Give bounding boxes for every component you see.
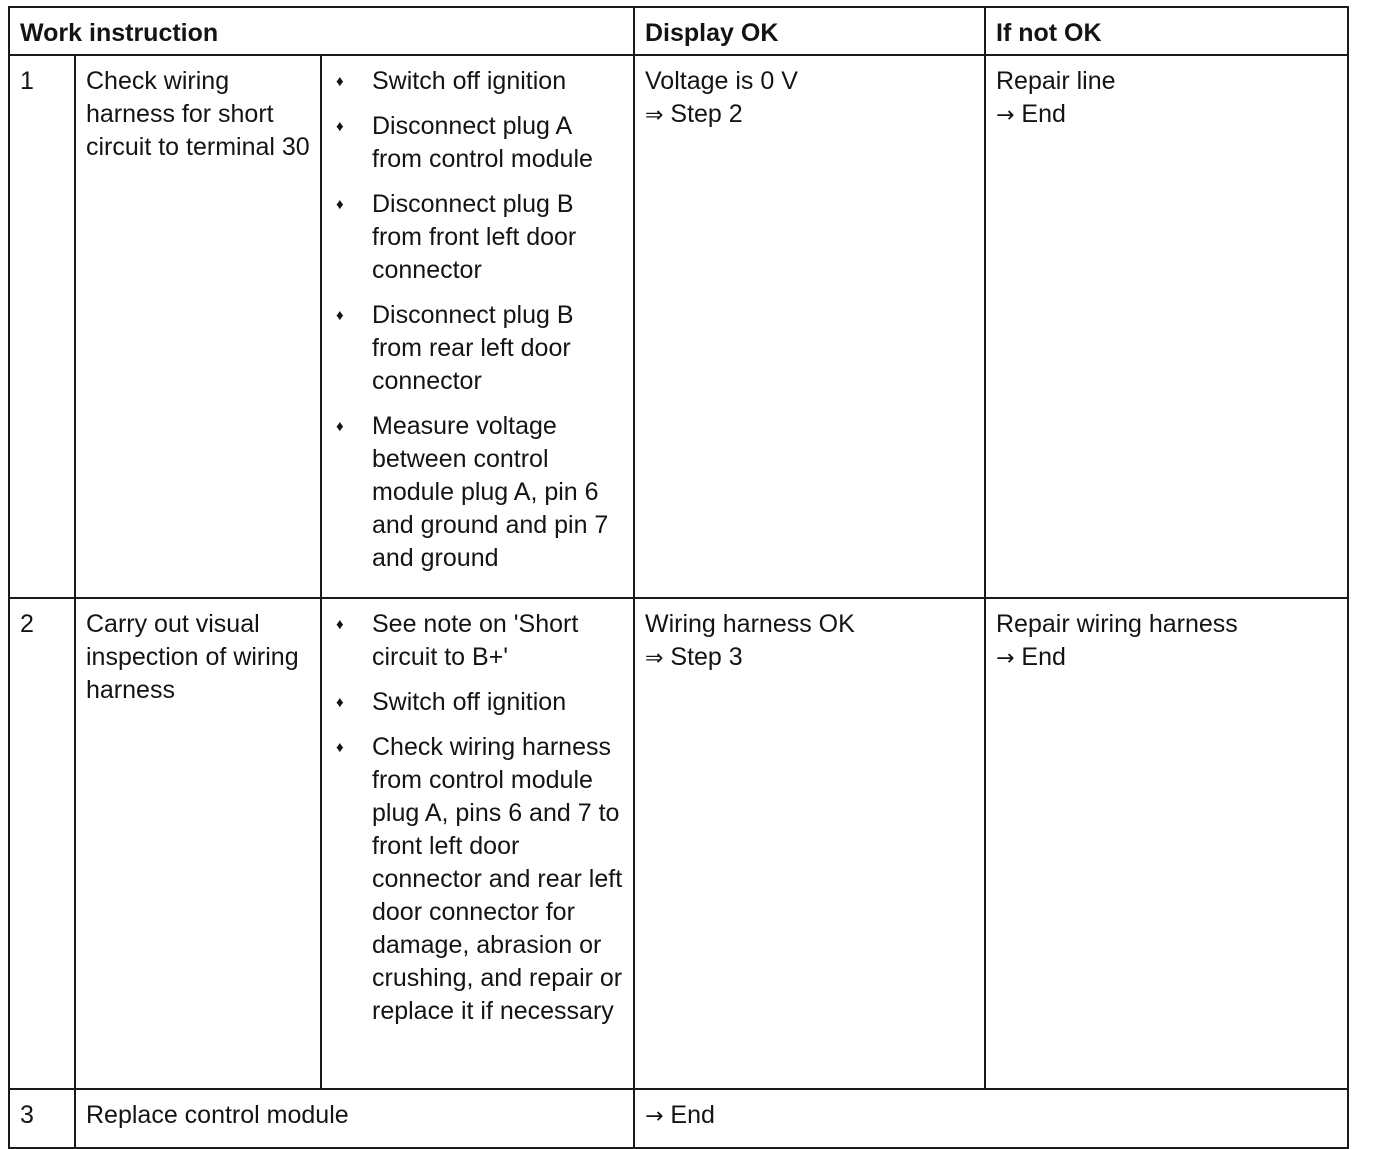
header-display-ok: Display OK: [634, 7, 985, 55]
table-row: [9, 598, 1348, 1089]
diamond-bullet-icon: ♦: [336, 196, 344, 213]
action-item: [332, 731, 627, 1028]
step-actions: [321, 55, 634, 598]
arrow-right-icon: →: [996, 103, 1015, 128]
header-if-not-ok: If not OK: [985, 7, 1348, 55]
result-cell: [634, 1089, 1348, 1148]
ok-next-step: [645, 98, 976, 132]
action-item: [332, 65, 627, 98]
notok-action: Repair line: [996, 67, 1116, 95]
ok-next-label: Step 3: [670, 643, 743, 671]
diamond-bullet-icon: ♦: [336, 307, 344, 324]
step-number: 1: [9, 55, 75, 598]
action-text: Check wiring harness from control module plug A, pins 6 and 7 to front left door connector and rear left door connector for damage, abrasion or crushing, and repair or replace it if necessary: [372, 733, 623, 1025]
table-header-row: [9, 7, 1348, 55]
ok-condition: Wiring harness OK: [645, 610, 855, 638]
action-text: Disconnect plug A from control module: [372, 112, 593, 173]
action-text: Measure voltage between control module plug A, pin 6 and ground and pin 7 and ground: [372, 412, 609, 572]
action-item: [332, 188, 627, 287]
step-description: Check wiring harness for short circuit to terminal 30: [75, 55, 321, 598]
action-text: Switch off ignition: [372, 688, 567, 716]
action-item: [332, 110, 627, 176]
notok-next-label: End: [1021, 100, 1066, 128]
arrow-right-icon: →: [645, 1104, 664, 1129]
table-row: [9, 55, 1348, 598]
diamond-bullet-icon: ♦: [336, 616, 344, 633]
double-arrow-icon: ⇒: [645, 103, 664, 128]
diamond-bullet-icon: ♦: [336, 418, 344, 435]
diamond-bullet-icon: ♦: [336, 694, 344, 711]
step-actions: [321, 598, 634, 1089]
notok-action: Repair wiring harness: [996, 610, 1238, 638]
work-instruction-table: [8, 6, 1349, 1149]
action-text: Disconnect plug B from rear left door connector: [372, 301, 574, 395]
action-text: See note on 'Short circuit to B+': [372, 610, 579, 671]
action-text: Disconnect plug B from front left door connector: [372, 190, 577, 284]
action-item: [332, 686, 627, 719]
step-description: Replace control module: [75, 1089, 634, 1148]
action-text: Switch off ignition: [372, 67, 567, 95]
if-not-ok-cell: [985, 598, 1348, 1089]
notok-next-label: End: [1021, 643, 1066, 671]
notok-next-step: [996, 641, 1339, 675]
result-next-label: End: [670, 1101, 715, 1129]
notok-next-step: [996, 98, 1339, 132]
table-row: [9, 1089, 1348, 1148]
diamond-bullet-icon: ♦: [336, 739, 344, 756]
ok-next-label: Step 2: [670, 100, 743, 128]
if-not-ok-cell: [985, 55, 1348, 598]
action-item: [332, 410, 627, 575]
arrow-right-icon: →: [996, 646, 1015, 671]
display-ok-cell: [634, 598, 985, 1089]
ok-condition: Voltage is 0 V: [645, 67, 798, 95]
header-work-instruction: Work instruction: [9, 7, 634, 55]
diamond-bullet-icon: ♦: [336, 118, 344, 135]
diamond-bullet-icon: ♦: [336, 73, 344, 90]
step-number: 2: [9, 598, 75, 1089]
step-number: 3: [9, 1089, 75, 1148]
double-arrow-icon: ⇒: [645, 646, 664, 671]
action-item: [332, 299, 627, 398]
ok-next-step: [645, 641, 976, 675]
display-ok-cell: [634, 55, 985, 598]
action-item: [332, 608, 627, 674]
step-description: Carry out visual inspection of wiring harness: [75, 598, 321, 1089]
